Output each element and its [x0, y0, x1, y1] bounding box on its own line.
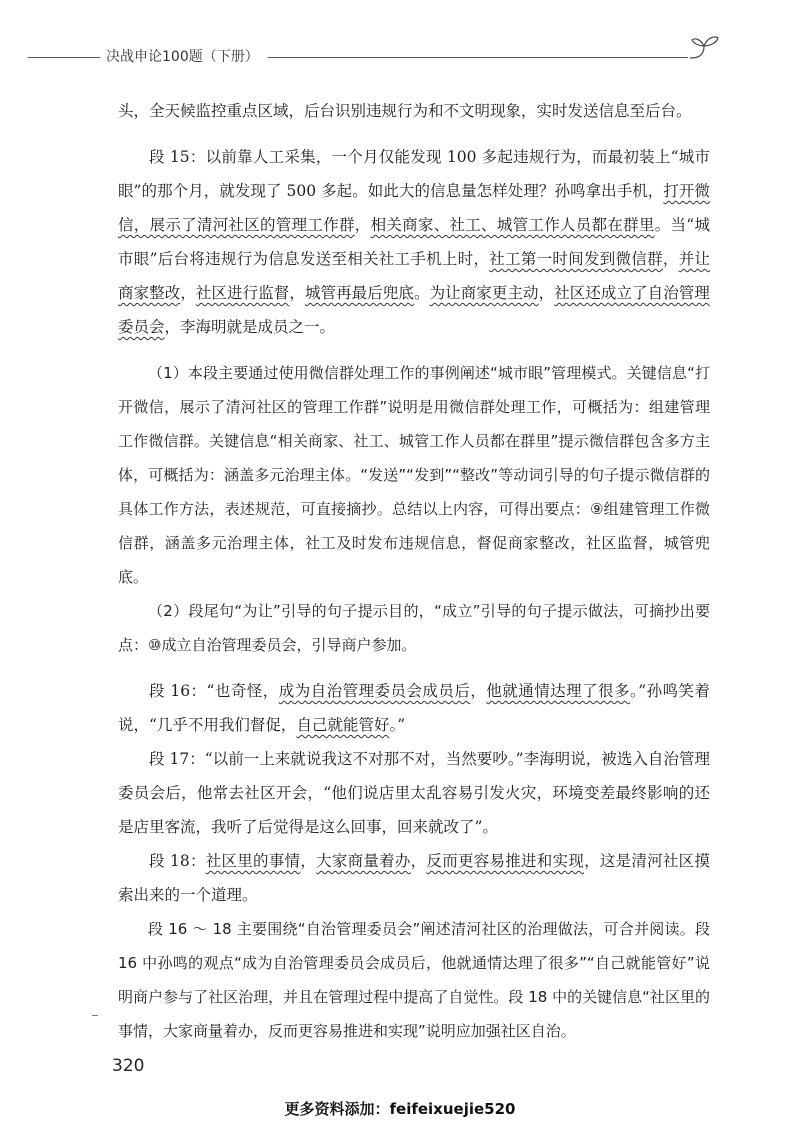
paragraph-16: [118, 674, 710, 742]
analysis-point-1: （1）本段主要通过使用微信群处理工作的事例阐述“城市眼”管理模式。关键信息“打开微信，展示了清河社区的管理工作群”说明是用微信群处理工作，可概括为：组建管理工作微信群。关键信息“相关商家、社工、城管工作人员都在群里”提示微信群包含多方主体，可概括为：涵盖多元治理主体。“发送”“发到”“整改”等动词引导的句子提示微信群的具体工作方法，表述规范，可直接摘抄。总结以上内容，可得出要点：⑨组建管理工作微信群，涵盖多元治理主体，社工及时发布违规信息，督促商家整改，社区监督，城管兜底。: [118, 364, 710, 586]
text-run: ，这是清河社区摸索出来的一个道理。: [118, 852, 710, 904]
text-run: ，: [410, 852, 427, 870]
wavy-underlined-phrase: 并让商家整改: [118, 250, 710, 302]
wavy-underlined-phrase: 反而更容易推进和实现: [426, 852, 585, 870]
header-rule-right: [268, 57, 688, 58]
wavy-underlined-phrase: 他就通情达理了很多: [486, 682, 630, 700]
text-run: 。”孙鸣笑着说，“几乎不用我们督促，: [118, 682, 710, 734]
paragraph-17: 段 17：“以前一上来就说我这不对那不对，当然要吵。”李海明说，被选入自治管理委员会后，他常去社区开会，“他们说店里太乱容易引发火灾，环境变差最终影响的还是店里客流，我听了后觉得是这么回事，回来就改了”。: [118, 750, 710, 836]
margin-mark: [92, 1015, 98, 1016]
wavy-underlined-phrase: 社区还成立了自治管理委员会: [118, 284, 710, 336]
text-run: ，李海明就是成员之一。: [164, 318, 336, 336]
wavy-underlined-phrase: 社工第一时间发到微信群: [489, 250, 663, 268]
wavy-underlined-phrase: 大家商量着办: [316, 852, 411, 870]
text-run: ，: [470, 682, 487, 700]
text-run: 段 18：: [149, 852, 206, 870]
text-run: ，: [300, 852, 317, 870]
paragraph-15: [118, 140, 710, 344]
text-run: ，: [289, 284, 305, 302]
sprout-icon: [686, 32, 722, 62]
wavy-underlined-phrase: 打开微信，展示了清河社区的管理工作群: [118, 182, 710, 234]
page-body: [118, 94, 710, 1048]
text-run: ，: [180, 284, 196, 302]
header-rule-left: [28, 57, 100, 58]
wavy-underlined-phrase: 城管再最后兜底: [304, 284, 414, 302]
text-run: ，: [662, 250, 679, 268]
analysis-point-2: （2）段尾句“为让”引导的句子提示目的，“成立”引导的句子提示做法，可摘抄出要点：⑩成立自治管理委员会，引导商户参加。: [118, 602, 710, 654]
analysis-point-3: 段 16 ～ 18 主要围绕“自治管理委员会”阐述清河社区的治理做法，可合并阅读。段 16 中孙鸣的观点“成为自治管理委员会成员后，他就通情达理了很多”“自己就能管好”说明商户参与了社区治理，并且在管理过程中提高了自觉性。段 18 中的关键信息“社区里的事情，大家商量着办，反而更容易推进和实现”说明应加强社区自治。: [118, 920, 710, 1040]
footer-note: 更多资料添加：feifeixuejie520: [284, 1100, 516, 1118]
wavy-underlined-phrase: 成为自治管理委员会成员后: [278, 682, 471, 700]
paragraph-18: [118, 844, 710, 912]
wavy-underlined-phrase: 相关商家、社工、城管工作人员都在群里: [370, 216, 655, 234]
text-run: 。当“城市眼”后台将违规行为信息发送至相关社工手机上时，: [118, 216, 710, 268]
text-run: 段 16：“也奇怪，: [149, 682, 279, 700]
text-run: 。: [413, 284, 430, 302]
page-number: 320: [112, 1056, 145, 1076]
wavy-underlined-phrase: 社区进行监督: [195, 284, 290, 302]
text-run: 段 15：以前靠人工采集，一个月仅能发现 100 多起违规行为，而最初装上“城市眼”的那个月，就发现了 500 多起。如此大的信息量怎样处理？孙鸣拿出手机，: [118, 148, 710, 200]
wavy-underlined-phrase: 为让商家更主动: [429, 284, 539, 302]
wavy-underlined-phrase: 社区里的事情: [205, 852, 301, 870]
continued-line: 头，全天候监控重点区域，后台识别违规行为和不文明现象，实时发送信息至后台。: [118, 102, 692, 120]
text-run: ，: [538, 284, 555, 302]
running-header-title: 决战申论100题（下册）: [106, 49, 259, 65]
text-run: 。”: [389, 716, 406, 734]
wavy-underlined-phrase: 自己就能管好: [296, 716, 390, 734]
text-run: ，: [354, 216, 371, 234]
